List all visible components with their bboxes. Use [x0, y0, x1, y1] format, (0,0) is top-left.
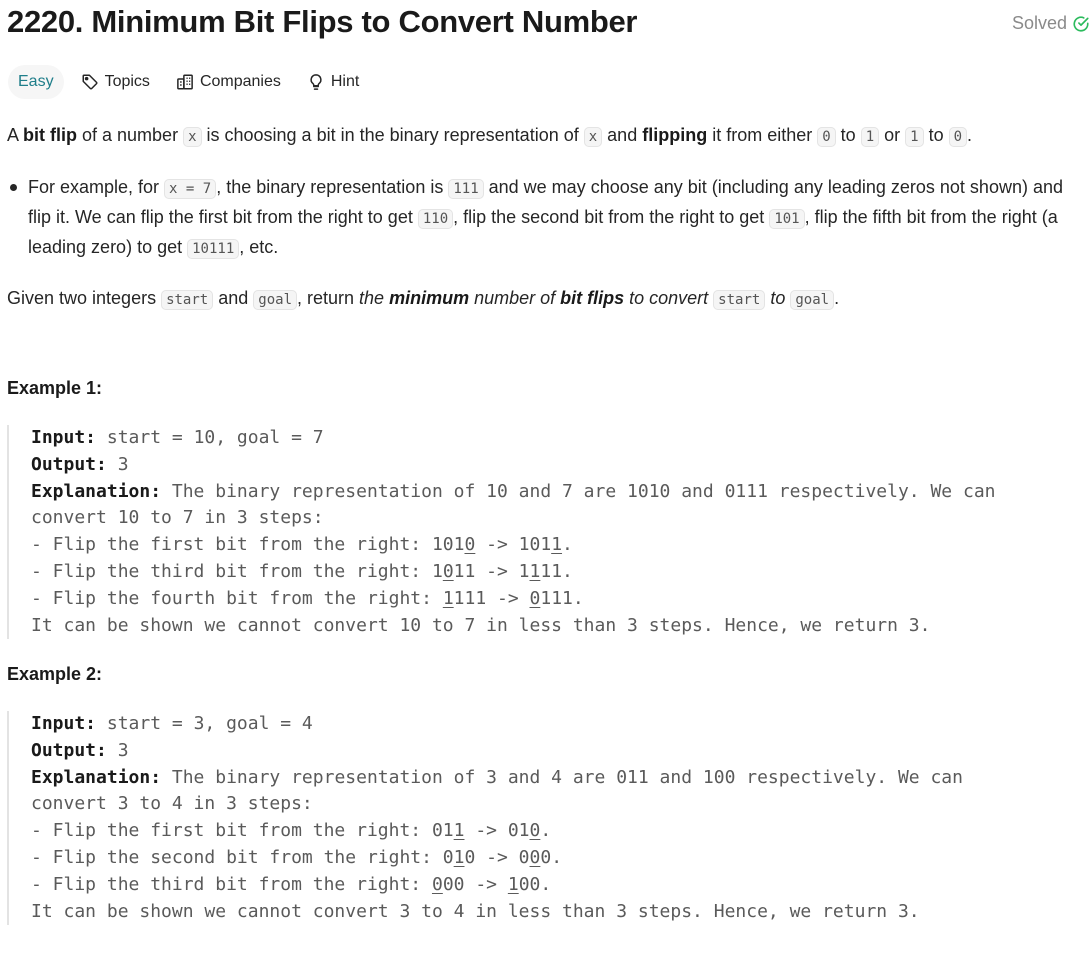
- companies-tag[interactable]: [167, 65, 290, 99]
- hint-tag[interactable]: [298, 65, 368, 99]
- difficulty-badge: Easy: [8, 65, 64, 99]
- example-1-block: Input: start = 10, goal = 7 Output: 3 Explanation: The binary representation of 10 and 7 are 1010 and 0111 respectively. We can convert 10 to 7 in 3 steps: - Flip the first bit from the right: 1010 -> 1011. - Flip the third bit from the right: 1011 -> 1111. - Flip the fourth bit from the right: 1111 -> 0111. It can be shown we cannot convert 10 to 7 in less than 3 steps. Hence, we return 3.: [7, 425, 1077, 639]
- topics-label: Topics: [104, 73, 150, 90]
- example-1-heading: Example 1:: [7, 378, 103, 398]
- tag-bar: [8, 65, 368, 99]
- example-2-heading: Example 2:: [7, 664, 103, 684]
- solved-label: Solved: [1011, 13, 1067, 33]
- definition-paragraph: A bit flip of a number x is choosing a bit in the binary representation of x and flipping it from either 0 to 1 or 1 to 0 .: [7, 125, 973, 145]
- hint-label: Hint: [330, 73, 360, 90]
- companies-label: Companies: [199, 73, 281, 90]
- building-icon: [176, 73, 194, 91]
- solved-status: [1012, 13, 1090, 34]
- example-2-block: Input: start = 3, goal = 4 Output: 3 Explanation: The binary representation of 3 and 4 are 011 and 100 respectively. We can convert 3 to 4 in 3 steps: - Flip the first bit from the right: 011 -> 010. - Flip the second bit from the right: 010 -> 000. - Flip the third bit from the right: 000 -> 100. It can be shown we cannot convert 3 to 4 in less than 3 steps. Hence, we return 3.: [7, 711, 1077, 925]
- lightbulb-icon: [307, 73, 325, 91]
- example-bullet-list: [7, 173, 1077, 263]
- check-circle-icon: [1072, 15, 1090, 33]
- task-paragraph: Given two integers start and goal , return the minimum number of bit flips to convert start to goal .: [7, 288, 840, 308]
- problem-title: 2220. Minimum Bit Flips to Convert Number: [7, 4, 638, 39]
- topics-tag[interactable]: [72, 65, 159, 99]
- list-item: For example, for x = 7 , the binary representation is 111 and we may choose any bit (including any leading zeros not shown) and flip it. We can flip the first bit from the right to get 110 , flip the second bit from the right to get 101 , flip the fifth bit from the right (a leading zero) to get 10111 , etc.: [28, 173, 1077, 263]
- problem-description: [7, 121, 1077, 314]
- tag-icon: [81, 73, 99, 91]
